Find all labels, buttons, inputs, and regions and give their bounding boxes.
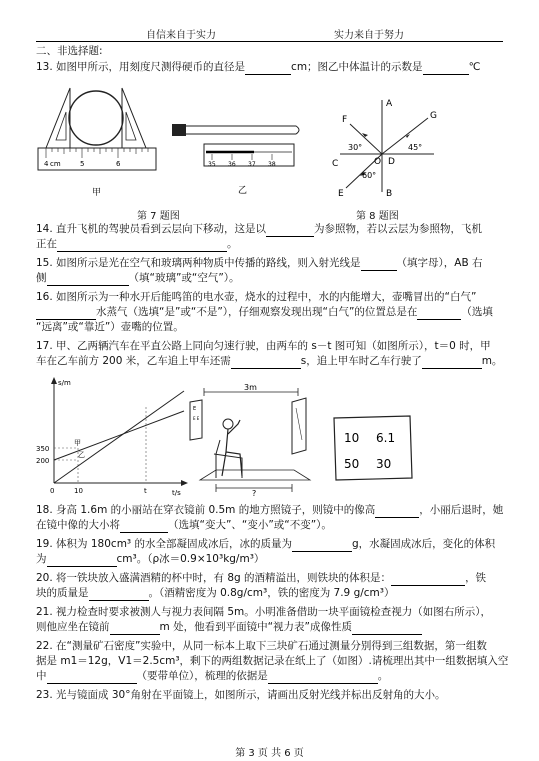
- question-21: 21. 视力检查时要求被测人与视力表间隔 5m。小明准备借助一块平面镜检查视力（如图右所示），: [36, 606, 492, 618]
- thermo-label-35: 35: [208, 161, 216, 168]
- label-O: O: [374, 157, 382, 167]
- ruler-label-6: 6: [116, 160, 121, 168]
- ruler-label-5: 5: [80, 160, 85, 168]
- tick-200: 200: [36, 457, 50, 465]
- question-19: 19. 体积为 180cm³ 的水全部凝固成冰后，冰的质量为 g，水凝固成冰后，变化的体积: [36, 538, 496, 550]
- question-16: 16. 如图所示为一种水开后能鸣笛的电水壶，烧水的过程中，水的内能增大，壶嘴冒出的“白气”: [36, 291, 477, 303]
- answer-blank[interactable]: [89, 588, 149, 601]
- label-G: G: [430, 111, 437, 121]
- answer-blank[interactable]: [352, 622, 422, 635]
- y-axis-label: s/m: [58, 379, 71, 387]
- header-rule: [36, 41, 503, 42]
- note-value-2: 6.1: [376, 431, 396, 445]
- tick-t: t: [144, 487, 147, 495]
- note-value-4: 30: [376, 457, 392, 471]
- distance-3m: 3m: [244, 383, 257, 392]
- section-title: 二、非选择题:: [36, 45, 103, 57]
- note-value-3: 50: [344, 457, 360, 471]
- fig8-caption: 第 8 题图: [356, 211, 399, 222]
- label-B: B: [386, 189, 393, 199]
- question-15: 15. 如图所示是光在空气和玻璃两种物质中传播的路线，则入射光线是 （填字母），AB 右: [36, 257, 483, 269]
- answer-blank[interactable]: [361, 258, 397, 271]
- answer-blank[interactable]: [47, 273, 129, 286]
- fig7-caption: 第 7 题图: [137, 211, 180, 222]
- answer-blank[interactable]: [417, 307, 461, 320]
- line-yi: [54, 391, 184, 483]
- answer-blank[interactable]: [110, 622, 160, 635]
- figure-8: [322, 92, 452, 200]
- label-F: F: [342, 115, 348, 125]
- label-30: 30°: [348, 143, 363, 152]
- thermo-label-36: 36: [228, 161, 236, 168]
- header-left: 自信来自于实力: [146, 30, 216, 41]
- thermo-label-38: 38: [268, 161, 276, 168]
- question-18: 18. 身高 1.6m 的小丽站在穿衣镜前 0.5m 的地方照镜子，则镜中的像高 ，小丽后退时，她: [36, 504, 504, 516]
- label-45: 45°: [408, 143, 423, 152]
- tick-0: 0: [50, 487, 55, 495]
- set-square-left: [46, 88, 70, 148]
- answer-blank[interactable]: [47, 554, 117, 567]
- header-right: 实力来自于努力: [334, 30, 404, 41]
- question-23: 23. 光与镜面成 30°角射在平面镜上，如图所示，请画出反射光线并标出反射角的大小。: [36, 689, 446, 701]
- answer-blank[interactable]: [268, 671, 378, 684]
- mirror: [292, 398, 306, 454]
- thermometer: [176, 126, 299, 134]
- svg-text:E: E: [193, 406, 197, 412]
- label-yi: 乙: [78, 451, 85, 459]
- thermo-label-37: 37: [248, 161, 256, 168]
- answer-blank[interactable]: [231, 356, 301, 369]
- ruler-unit: cm: [50, 160, 61, 168]
- question-17: 17. 甲、乙两辆汽车在平直公路上同向匀速行驶，由两车的 s－t 图可知（如图所示），t＝0 时，甲: [36, 340, 491, 352]
- line-jia: [54, 411, 184, 460]
- tick-10: 10: [74, 487, 83, 495]
- label-60: 60°: [362, 171, 377, 180]
- answer-blank[interactable]: [391, 573, 465, 586]
- question-14: 14. 直升飞机的驾驶员看到云层向下移动，这是以 为参照物，若以云层为参照物，飞机: [36, 223, 483, 235]
- eye-test-room: [180, 380, 328, 498]
- data-note: [330, 414, 416, 482]
- x-axis-label: t/s: [172, 489, 181, 497]
- chair: [214, 440, 242, 478]
- label-E: E: [338, 189, 344, 199]
- question-22: 22. 在“测量矿石密度”实验中，从同一标本上取下三块矿石通过测量分别得到三组数据，第一组数: [36, 640, 487, 652]
- answer-blank[interactable]: [36, 307, 96, 320]
- question-20: 20. 将一铁块放入盛满酒精的杯中时，有 8g 的酒精溢出，则铁块的体积是： ，铁: [36, 572, 487, 584]
- answer-blank[interactable]: [47, 671, 137, 684]
- answer-blank[interactable]: [292, 539, 352, 552]
- fig-label-yi: 乙: [238, 186, 248, 196]
- fig-label-jia: 甲: [92, 188, 102, 198]
- label-C: C: [332, 159, 339, 169]
- note-value-1: 10: [344, 431, 360, 445]
- person-head: [223, 419, 233, 429]
- tick-350: 350: [36, 445, 50, 453]
- answer-blank[interactable]: [375, 505, 419, 518]
- answer-blank[interactable]: [120, 520, 168, 533]
- page-footer: 第 3 页 共 6 页: [235, 748, 304, 759]
- ruler-label-4: 4: [44, 160, 49, 168]
- answer-blank[interactable]: [266, 224, 314, 237]
- label-A: A: [386, 99, 393, 109]
- answer-blank[interactable]: [245, 62, 291, 75]
- label-D: D: [388, 157, 395, 167]
- answer-blank[interactable]: [422, 356, 482, 369]
- answer-blank[interactable]: [423, 62, 469, 75]
- coin: [69, 91, 123, 145]
- svg-text:E E: E E: [193, 416, 200, 421]
- question-13: 13. 如图甲所示，用刻度尺测得硬币的直径是 cm；图乙中体温计的示数是 ℃: [36, 61, 481, 73]
- distance-unknown: ?: [252, 489, 257, 498]
- answer-blank[interactable]: [57, 239, 227, 252]
- label-jia: 甲: [74, 439, 81, 447]
- figure-7: [36, 80, 306, 202]
